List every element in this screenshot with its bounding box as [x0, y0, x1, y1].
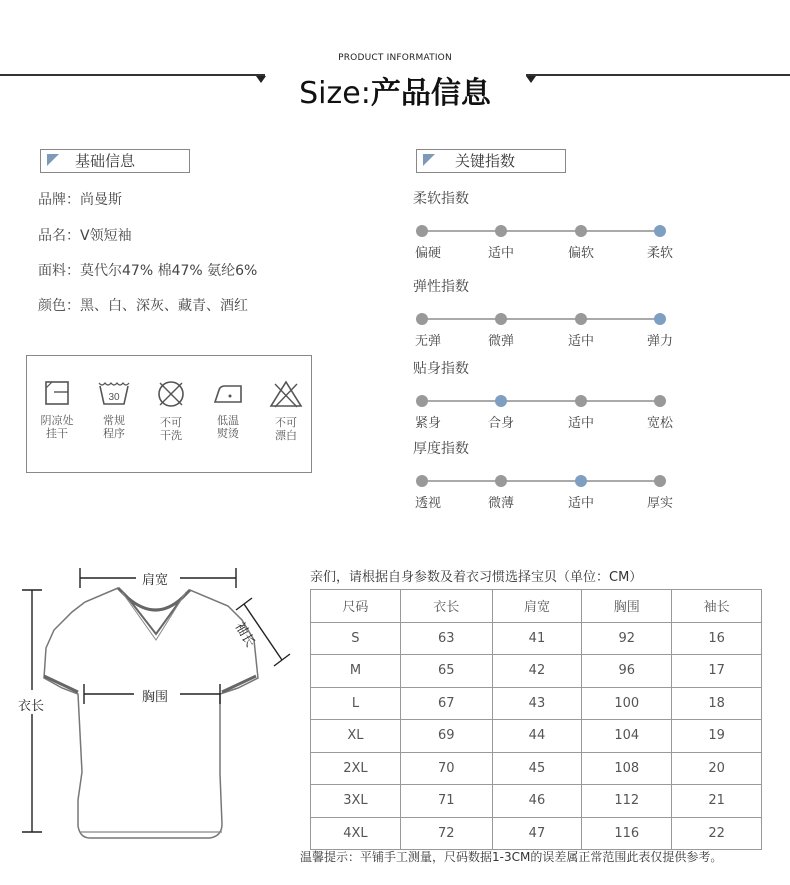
- index-dot: [575, 313, 587, 325]
- wash-temp-text: 30: [108, 392, 120, 403]
- color-line: 颜色：黑、白、深灰、藏青、酒红: [38, 298, 248, 314]
- index-label: 透视: [414, 496, 441, 511]
- index-label: 微薄: [487, 496, 514, 511]
- no-bleach-icon: [269, 380, 303, 408]
- size-table-cell: 96: [582, 655, 672, 688]
- size-table-cell: XL: [311, 720, 401, 753]
- chest-label: 胸围: [142, 690, 169, 705]
- no-dry-clean-icon: [156, 380, 186, 408]
- care-item-shade-dry: [28, 380, 86, 440]
- size-table-cell: 43: [492, 687, 582, 720]
- care-instructions-box: [26, 355, 312, 473]
- size-table: [310, 589, 762, 850]
- size-table-cell: 41: [492, 622, 582, 655]
- size-table-cell: 65: [400, 655, 492, 688]
- index-dot: [416, 475, 428, 487]
- table-row: [311, 817, 762, 850]
- size-table-header-cell: 胸围: [582, 590, 672, 623]
- index-dot-selected: [575, 475, 587, 487]
- index-label: 适中: [567, 496, 594, 511]
- size-table-cell: 44: [492, 720, 582, 753]
- index-title: 柔软指数: [413, 191, 469, 207]
- size-table-header-cell: 尺码: [311, 590, 401, 623]
- care-label: 程序: [103, 427, 125, 440]
- tshirt-diagram: [10, 560, 300, 850]
- size-table-cell: 112: [582, 785, 672, 818]
- index-dot: [416, 225, 428, 237]
- fabric-line: 面料：莫代尔47% 棉47% 氨纶6%: [38, 263, 258, 279]
- index-dot: [416, 395, 428, 407]
- index-dot: [416, 313, 428, 325]
- index-label: 紧身: [414, 416, 441, 431]
- size-table-cell: 46: [492, 785, 582, 818]
- index-dot: [495, 475, 507, 487]
- index-track: [422, 318, 660, 320]
- index-dot: [495, 313, 507, 325]
- size-table-header-cell: 袖长: [672, 590, 762, 623]
- index-label: 适中: [487, 246, 514, 261]
- table-row: [311, 720, 762, 753]
- index-dot: [495, 225, 507, 237]
- size-table-cell: 2XL: [311, 752, 401, 785]
- care-label: 阴凉处: [40, 414, 74, 427]
- size-table-cell: 92: [582, 622, 672, 655]
- table-row: [311, 687, 762, 720]
- size-table-cell: 3XL: [311, 785, 401, 818]
- care-item-iron: [199, 380, 257, 440]
- size-table-cell: 21: [672, 785, 762, 818]
- title-cn: 产品信息: [370, 76, 491, 111]
- size-table-cell: M: [311, 655, 401, 688]
- size-table-cell: 71: [400, 785, 492, 818]
- size-table-header: [311, 590, 762, 623]
- footer-note: 温馨提示：平铺手工测量，尺码数据1-3CM的误差属正常范围此表仅提供参考。: [300, 850, 723, 864]
- size-note: 亲们，请根据自身参数及着衣习惯选择宝贝（单位：CM）: [310, 570, 643, 585]
- index-dot-selected: [654, 313, 666, 325]
- size-table-cell: 4XL: [311, 817, 401, 850]
- wash-30-icon: [97, 380, 131, 406]
- size-table-cell: 20: [672, 752, 762, 785]
- page-title: [0, 68, 790, 112]
- key-index-heading: [416, 149, 566, 173]
- index-label: 适中: [567, 416, 594, 431]
- care-label: 漂白: [275, 429, 297, 442]
- care-label: 常规: [103, 414, 125, 427]
- product-information-label: PRODUCT INFORMATION: [338, 53, 452, 63]
- index-label: 厚实: [646, 496, 673, 511]
- table-row: [311, 622, 762, 655]
- index-track: [422, 400, 660, 402]
- care-item-bleach: [257, 380, 315, 442]
- title-en: Size:: [299, 76, 371, 111]
- tshirt-outline: [44, 588, 258, 838]
- index-label: 弹力: [646, 334, 673, 349]
- care-label: 不可: [160, 416, 182, 429]
- basic-info-heading-text: 基础信息: [75, 152, 136, 170]
- flag-icon: [47, 154, 59, 166]
- index-label: 微弹: [487, 334, 514, 349]
- index-label: 适中: [567, 334, 594, 349]
- size-table-cell: 116: [582, 817, 672, 850]
- size-table-cell: 108: [582, 752, 672, 785]
- index-dot-selected: [654, 225, 666, 237]
- care-label: 低温: [217, 414, 239, 427]
- care-label: 干洗: [160, 429, 182, 442]
- key-index-heading-text: 关键指数: [455, 152, 516, 170]
- size-table-cell: 47: [492, 817, 582, 850]
- care-label: 挂干: [46, 427, 68, 440]
- size-table-header-cell: 衣长: [400, 590, 492, 623]
- flag-icon: [423, 154, 435, 166]
- index-label: 偏软: [567, 246, 594, 261]
- size-table-cell: 104: [582, 720, 672, 753]
- index-dot: [654, 395, 666, 407]
- sleeve-label: 袖长: [231, 620, 258, 651]
- brand-line: 品牌：尚曼斯: [38, 192, 122, 208]
- index-label: 柔软: [646, 246, 673, 261]
- size-table-cell: L: [311, 687, 401, 720]
- care-label: 熨烫: [217, 427, 239, 440]
- size-table-cell: 72: [400, 817, 492, 850]
- index-dot: [654, 475, 666, 487]
- care-label: 不可: [275, 416, 297, 429]
- shoulder-label: 肩宽: [142, 573, 169, 588]
- size-table-cell: 42: [492, 655, 582, 688]
- index-track: [422, 480, 660, 482]
- index-dot: [575, 395, 587, 407]
- size-table-cell: 69: [400, 720, 492, 753]
- index-title: 贴身指数: [413, 361, 469, 377]
- size-table-header-cell: 肩宽: [492, 590, 582, 623]
- table-row: [311, 752, 762, 785]
- size-table-cell: 17: [672, 655, 762, 688]
- index-label: 合身: [487, 416, 514, 431]
- iron-low-icon: [211, 380, 245, 406]
- product-name-line: 品名：V领短袖: [38, 228, 132, 244]
- size-table-cell: 100: [582, 687, 672, 720]
- size-table-cell: 22: [672, 817, 762, 850]
- index-dot: [575, 225, 587, 237]
- index-dot-selected: [495, 395, 507, 407]
- index-track: [422, 230, 660, 232]
- size-table-cell: 16: [672, 622, 762, 655]
- table-row: [311, 655, 762, 688]
- index-label: 无弹: [414, 334, 441, 349]
- care-item-wash: [85, 380, 143, 440]
- size-table-cell: S: [311, 622, 401, 655]
- shade-dry-icon: [44, 380, 70, 406]
- size-table-cell: 18: [672, 687, 762, 720]
- index-title: 弹性指数: [413, 279, 469, 295]
- index-title: 厚度指数: [413, 441, 469, 457]
- table-row: [311, 785, 762, 818]
- size-table-cell: 45: [492, 752, 582, 785]
- index-label: 宽松: [646, 416, 673, 431]
- size-table-cell: 67: [400, 687, 492, 720]
- basic-info-heading: [40, 149, 190, 173]
- size-table-cell: 63: [400, 622, 492, 655]
- length-label: 衣长: [18, 699, 45, 714]
- size-table-cell: 70: [400, 752, 492, 785]
- size-table-cell: 19: [672, 720, 762, 753]
- care-item-dry-clean: [142, 380, 200, 442]
- index-label: 偏硬: [414, 246, 441, 261]
